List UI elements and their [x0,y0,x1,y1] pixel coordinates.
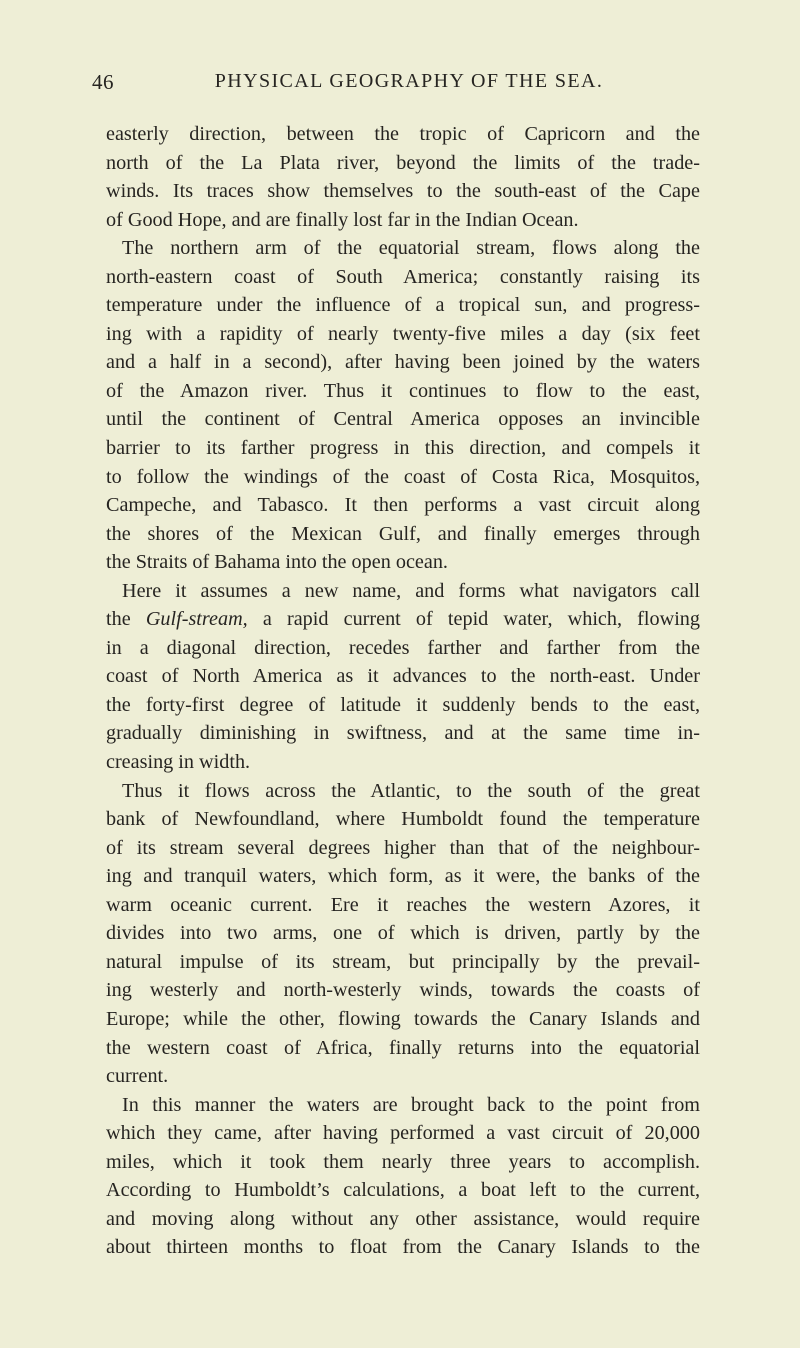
text-line: Here it assumes a new name, and forms what navigators call [122,579,700,602]
text-line: and a half in a second), after having been joined by the waters [106,351,700,374]
text-line: until the continent of Central America opposes an invincible [106,408,700,431]
text-line: The northern arm of the equatorial stream, flows along the [122,237,700,260]
text-line: temperature under the influence of a tropical sun, and progress- [106,294,700,317]
text-line: Thus it flows across the Atlantic, to the south of the great [122,779,700,802]
text-line: gradually diminishing in swiftness, and at the same time in- [106,722,700,745]
running-head [92,70,706,100]
text-line: north of the La Plata river, beyond the limits of the trade- [106,151,700,174]
text-line: creasing in width. [106,751,251,774]
text-line: natural impulse of its stream, but principally by the prevail- [106,950,700,973]
text-line: Campeche, and Tabasco. It then performs a vast circuit along [106,494,700,517]
page-number: 46 [92,70,114,94]
text-line: warm oceanic current. Ere it reaches the western Azores, it [106,893,700,916]
italic-term-gulf-stream: Gulf-stream, [145,608,248,631]
text-line: current. [106,1065,169,1088]
text-fragment: the [106,608,146,631]
text-line: ing with a rapidity of nearly twenty-five miles a day (six feet [106,322,700,345]
text-line: barrier to its farther progress in this direction, and compels it [106,437,700,460]
paragraph [106,1091,700,1262]
text-line: the shores of the Mexican Gulf, and finally emerges through [106,522,700,545]
text-line: which they came, after having performed a vast circuit of 20,000 [106,1122,700,1145]
text-line: north-eastern coast of South America; constantly raising its [106,265,700,288]
text-line: of the Amazon river. Thus it continues to flow to the east, [106,379,700,402]
text-line: miles, which it took them nearly three years to accomplish. [106,1150,700,1173]
text-line: of Good Hope, and are finally lost far in the Indian Ocean. [106,208,579,231]
text-fragment: a rapid current of tepid water, which, flowing [247,608,700,631]
text-line: coast of North America as it advances to the north-east. Under [106,665,700,688]
paragraph [106,577,700,777]
text-line: winds. Its traces show themselves to the south-east of the Cape [106,180,700,203]
text-line: bank of Newfoundland, where Humboldt found the temperature [106,808,700,831]
text-line: In this manner the waters are brought back to the point from [122,1093,700,1116]
text-line: of its stream several degrees higher than that of the neighbour- [106,836,700,859]
text-line-with-italic [106,605,700,634]
paragraph [106,234,700,577]
text-line: and moving along without any other assistance, would require [106,1207,700,1230]
text-line: Europe; while the other, flowing towards the Canary Islands and [106,1007,700,1030]
text-line: the western coast of Africa, finally returns into the equatorial [106,1036,700,1059]
text-line: easterly direction, between the tropic of Capricorn and the [106,123,700,145]
text-line: divides into two arms, one of which is driven, partly by the [106,922,700,945]
text-line: about thirteen months to float from the Canary Islands to the [106,1236,700,1259]
text-line: the forty-first degree of latitude it suddenly bends to the east, [106,693,700,716]
text-line: According to Humboldt’s calculations, a boat left to the current, [106,1179,700,1202]
body-text [106,120,700,1262]
text-line: in a diagonal direction, recedes farther and farther from the [106,636,700,659]
text-line: the Straits of Bahama into the open ocean. [106,551,448,574]
text-line: to follow the windings of the coast of Costa Rica, Mosquitos, [106,465,700,488]
running-title: PHYSICAL GEOGRAPHY OF THE SEA. [214,70,604,92]
paragraph [106,777,700,1091]
paragraph [106,120,700,234]
text-line: ing westerly and north-westerly winds, towards the coasts of [106,979,700,1002]
text-line: ing and tranquil waters, which form, as it were, the banks of the [106,865,700,888]
